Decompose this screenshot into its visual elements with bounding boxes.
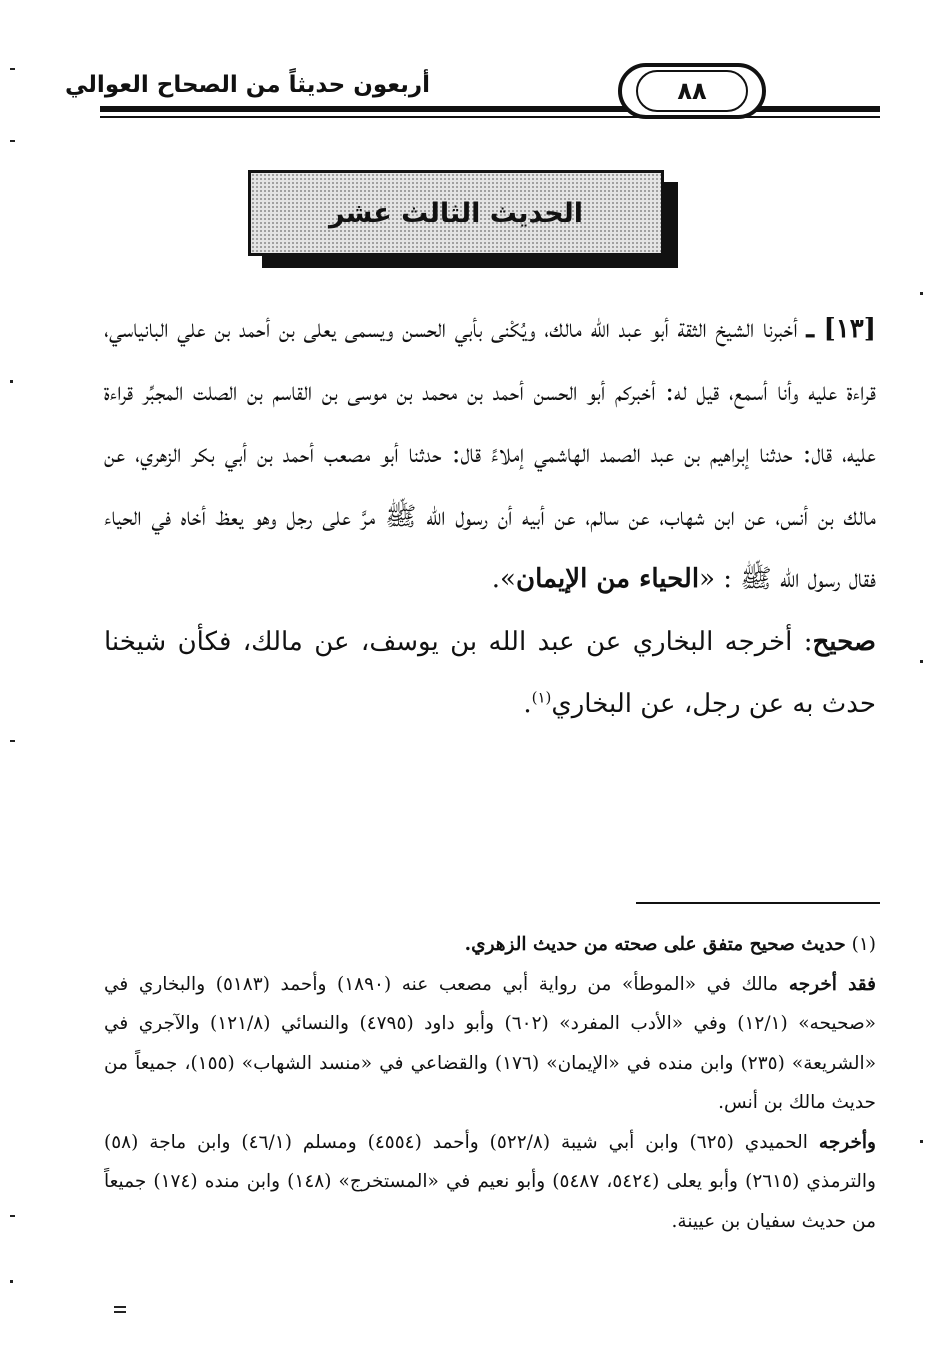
footnote-1-p1-text: مالك في «الموطأ» من رواية أبي مصعب عنه (١٨٩٠) وأحمد (٥١٨٣) والبخاري في «صحيحه» (١٢/١) وفي «الأدب المفرد» (٦٠٢) وأبو داود (٤٧٩٥) والنسائي (١٢١/٨) والآجري في «الشريعة» (٢٣٥) وابن منده في «الإيمان» (١٧٦) والقضاعي في «منسد الشهاب» (١٥٥)، جميعاً من حديث مالك بن أنس. [104, 973, 877, 1113]
page-number: ٨٨ [636, 70, 748, 112]
running-header-title: أربعون حديثاً من الصحاح العوالي [65, 72, 430, 98]
hadith-paragraph [104, 298, 876, 611]
margin-mark [10, 740, 15, 742]
chapter-heading-box [248, 170, 664, 256]
header-rule [100, 106, 880, 112]
hadith-matn: الحياء من الإيمان [515, 564, 700, 594]
grading-paragraph [104, 611, 876, 736]
margin-mark [920, 292, 923, 295]
margin-mark [10, 380, 13, 383]
margin-mark [920, 660, 923, 663]
hadith-text [104, 298, 876, 736]
footnote-1-p1-label: فقد أخرجه [788, 973, 877, 995]
footnote-1-lead-text: حديث صحيح متفق على صحته من حديث الزهري. [464, 934, 846, 955]
footnote-1-paragraph-2 [104, 1123, 876, 1242]
grading-label: صحيح [812, 626, 876, 657]
margin-mark [920, 1140, 923, 1143]
footnote-1-p2-label: وأخرجه [818, 1131, 876, 1153]
header-rule-thin [100, 116, 880, 118]
footnote-1-paragraph-1 [104, 965, 876, 1123]
hadith-matn-close: ». [491, 564, 516, 594]
hadith-number: [١٣] ـ [806, 314, 877, 344]
margin-mark [114, 1311, 126, 1313]
margin-mark [10, 68, 15, 70]
margin-mark [10, 1215, 15, 1217]
footnote-reference: (١) [531, 688, 552, 707]
footnotes [104, 925, 876, 1241]
footnote-1-lead [104, 925, 876, 965]
margin-mark [10, 1280, 13, 1283]
margin-mark [10, 140, 15, 142]
footnote-1-p2-text: الحميدي (٦٢٥) وابن أبي شيبة (٥٢٢/٨) وأحمد (٤٥٥٤) ومسلم (٤٦/١) وابن ماجة (٥٨) والترمذي (٢٦١٥) وأبو يعلى (٥٤٢٤، ٥٤٨٧) وأبو نعيم في «المستخرج» (١٤٨) وابن منده (١٧٤) جميعاً من حديث سفيان بن عيينة. [104, 1131, 876, 1232]
footnote-separator [636, 902, 880, 904]
grading-end: . [523, 689, 532, 719]
margin-mark [114, 1306, 126, 1308]
chapter-title: الحديث الثالث عشر [329, 197, 583, 229]
footnote-1-number: (١) [851, 934, 876, 955]
hadith-isnad: أخبرنا الشيخ الثقة أبو عبد الله مالك، ويُكْنى بأبي الحسن ويسمى يعلى بن أحمد بن علي البانياسي، قراءة عليه وأنا أسمع، قيل له: أخبركم أبو الحسن أحمد بن محمد بن موسى بن القاسم بن الصلت المجبِّر قراءة عليه، قال: حدثنا إبراهيم بن عبد الصمد الهاشمي إملاءً قال: حدثنا أبو مصعب أحمد بن أبي بكر الزهري، عن مالك بن أنس، عن ابن شهاب، عن سالم، عن أبيه أن رسول الله ﷺ مرَّ على رجل وهو يعظ أخاه في الحياء فقال رسول الله ﷺ : « [104, 314, 876, 594]
grading-text: : أخرجه البخاري عن عبد الله بن يوسف، عن مالك، فكأن شيخنا حدث به عن رجل، عن البخاري [104, 626, 876, 719]
